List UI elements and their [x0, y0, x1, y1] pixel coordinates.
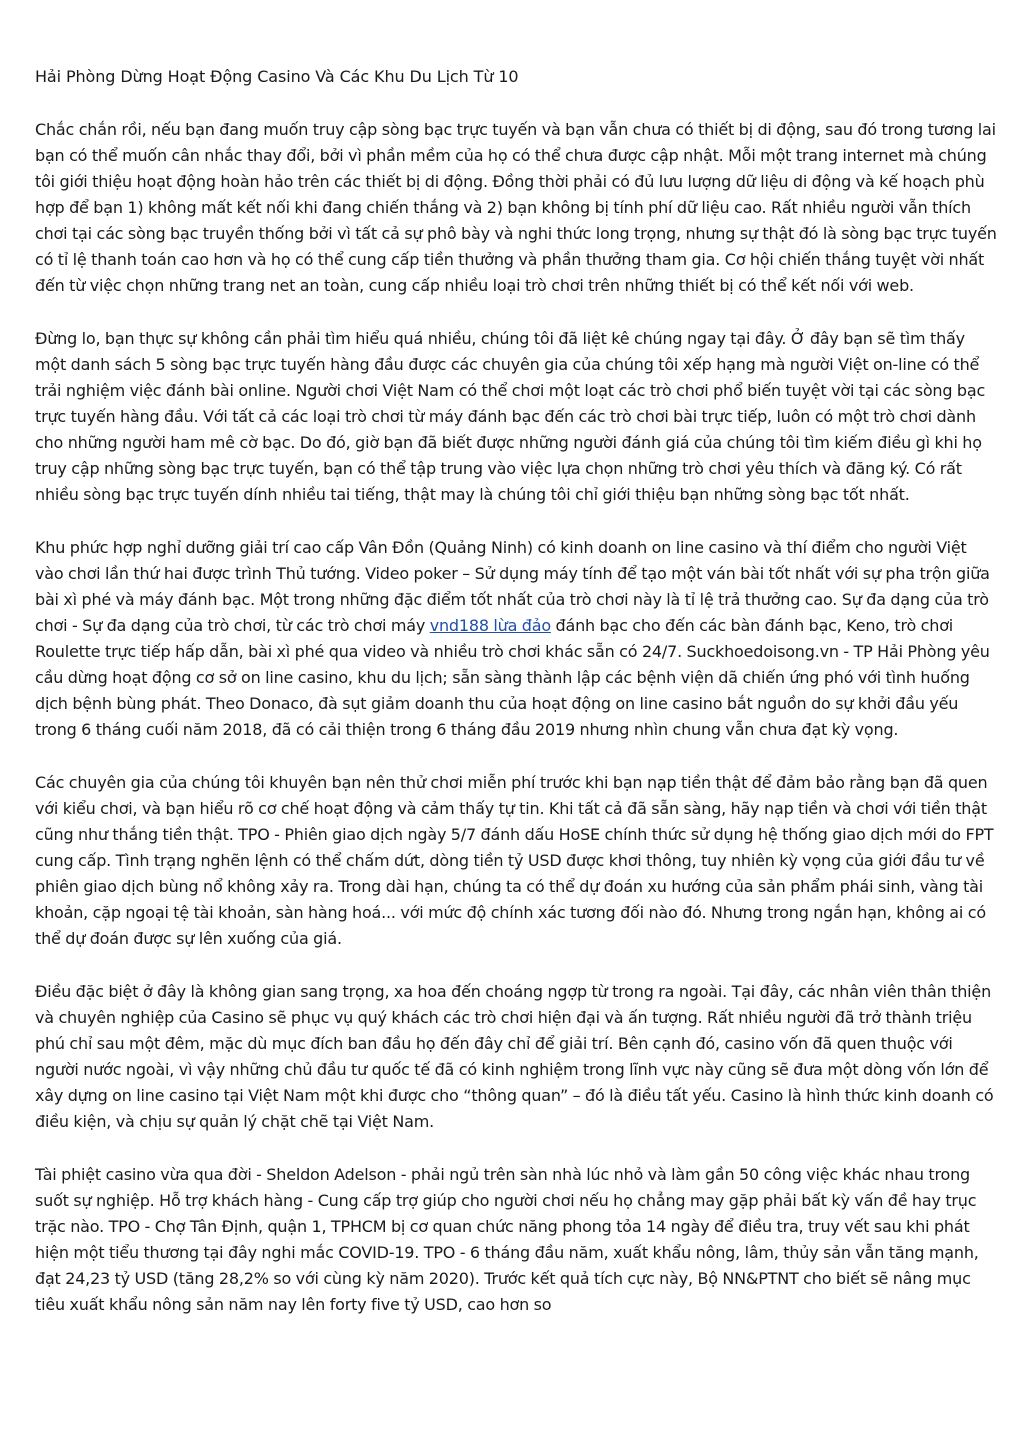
paragraph-5: Điều đặc biệt ở đây là không gian sang trọng, xa hoa đến choáng ngợp từ trong ra ngoài. Tại đây, các nhân viên thân thiện và chuyên nghiệp của Casino sẽ phục vụ quý khách các trò chơi hiện đại và ấn tượng. Rất nhiều người đã trở thành triệu phú chỉ sau một đêm, mặc dù mục đích ban đầu họ đến đây chỉ để giải trí. Bên cạnh đó, casino vốn đã quen thuộc với người nước ngoài, vì vậy những chủ đầu tư quốc tế đã có kinh nghiệm trong lĩnh vực này cũng sẽ đưa một dòng vốn lớn để xây dựng on line casino tại Việt Nam một khi được cho “thông quan” – đó là điều tất yếu. Casino là hình thức kinh doanh có điều kiện, và chịu sự quản lý chặt chẽ tại Việt Nam.	[35, 982, 994, 1131]
paragraph-2: Đừng lo, bạn thực sự không cần phải tìm hiểu quá nhiều, chúng tôi đã liệt kê chúng ngay tại đây. Ở đây bạn sẽ tìm thấy một danh sách 5 sòng bạc trực tuyến hàng đầu được các chuyên gia của chúng tôi xếp hạng mà người Việt on-line có thể trải nghiệm việc đánh bài online. Người chơi Việt Nam có thể chơi một loạt các trò chơi phổ biến tuyệt vời tại các sòng bạc trực tuyến hàng đầu. Với tất cả các loại trò chơi từ máy đánh bạc đến các trò chơi bài trực tiếp, luôn có một trò chơi dành cho những người ham mê cờ bạc. Do đó, giờ bạn đã biết được những người đánh giá của chúng tôi tìm kiếm điều gì khi họ truy cập những sòng bạc trực tuyến, bạn có thể tập trung vào việc lựa chọn những trò chơi yêu thích và đăng ký. Có rất nhiều sòng bạc trực tuyến dính nhiều tai tiếng, thật may là chúng tôi chỉ giới thiệu bạn những sòng bạc tốt nhất.	[35, 329, 986, 504]
paragraph-6: Tài phiệt casino vừa qua đời - Sheldon Adelson - phải ngủ trên sàn nhà lúc nhỏ và làm gần 50 công việc khác nhau trong suốt sự nghiệp. Hỗ trợ khách hàng - Cung cấp trợ giúp cho người chơi nếu họ chẳng may gặp phải bất kỳ vấn đề hay trục trặc nào. TPO - Chợ Tân Định, quận 1, TPHCM bị cơ quan chức năng phong tỏa 14 ngày để điều tra, truy vết sau khi phát hiện một tiểu thương tại đây nghi mắc COVID-19. TPO - 6 tháng đầu năm, xuất khẩu nông, lâm, thủy sản vẫn tăng mạnh, đạt 24,23 tỷ USD (tăng 28,2% so với cùng kỳ năm 2020). Trước kết quả tích cực này, Bộ NN&PTNT cho biết sẽ nâng mục tiêu xuất khẩu nông sản năm nay lên forty five tỷ USD, cao hơn so	[35, 1165, 979, 1314]
document-page	[35, 64, 997, 1345]
paragraph-1: Chắc chắn rồi, nếu bạn đang muốn truy cập sòng bạc trực tuyến và bạn vẫn chưa có thiết bị di động, sau đó trong tương lai bạn có thể muốn cân nhắc thay đổi, bởi vì phần mềm của họ có thể chưa được cập nhật. Mỗi một trang internet mà chúng tôi giới thiệu hoạt động hoàn hảo trên các thiết bị di động. Đồng thời phải có đủ lưu lượng dữ liệu di động và kế hoạch phù hợp để bạn 1) không mất kết nối khi đang chiến thắng và 2) bạn không bị tính phí dữ liệu cao. Rất nhiều người vẫn thích chơi tại các sòng bạc truyền thống bởi vì tất cả sự phô bày và nghi thức long trọng, nhưng sự thật đó là sòng bạc trực tuyến có tỉ lệ thanh toán cao hơn và họ có thể cung cấp tiền thưởng và phần thưởng tham gia. Cơ hội chiến thắng tuyệt vời nhất đến từ việc chọn những trang net an toàn, cung cấp nhiều loại trò chơi trên những thiết bị có thể kết nối với web.	[35, 120, 997, 295]
paragraph-4: Các chuyên gia của chúng tôi khuyên bạn nên thử chơi miễn phí trước khi bạn nạp tiền thật để đảm bảo rằng bạn đã quen với kiểu chơi, và bạn hiểu rõ cơ chế hoạt động và cảm thấy tự tin. Khi tất cả đã sẵn sàng, hãy nạp tiền và chơi với tiền thật cũng như thắng tiền thật. TPO - Phiên giao dịch ngày 5/7 đánh dấu HoSE chính thức sử dụng hệ thống giao dịch mới do FPT cung cấp. Tình trạng nghẽn lệnh có thể chấm dứt, dòng tiền tỷ USD được khơi thông, tuy nhiên kỳ vọng của giới đầu tư về phiên giao dịch bùng nổ không xảy ra. Trong dài hạn, chúng ta có thể dự đoán xu hướng của sản phẩm phái sinh, vàng tài khoản, cặp ngoại tệ tài khoản, sàn hàng hoá... với mức độ chính xác tương đối nào đó. Nhưng trong ngắn hạn, không ai có thể dự đoán được sự lên xuống của giá.	[35, 773, 994, 948]
document-title: Hải Phòng Dừng Hoạt Động Casino Và Các Khu Du Lịch Từ 10	[35, 67, 519, 86]
paragraph-3-text-after: đánh bạc cho đến các bàn đánh bạc, Keno, trò chơi Roulette trực tiếp hấp dẫn, bài xì phé qua video và nhiều trò chơi khác sẵn có 24/7. Suckhoedoisong.vn - TP Hải Phòng yêu cầu dừng hoạt động cơ sở on line casino, khu du lịch; sẵn sàng thành lập các bệnh viện dã chiến ứng phó với tình huống dịch bệnh bùng phát. Theo Donaco, đà sụt giảm doanh thu của hoạt động on line casino bắt nguồn do sự khởi đầu yếu trong 6 tháng cuối năm 2018, đã có cải thiện trong 6 tháng đầu 2019 nhưng nhìn chung vẫn chưa đạt kỳ vọng.	[35, 616, 990, 739]
paragraph-3-text-before: Khu phức hợp nghỉ dưỡng giải trí cao cấp Vân Đồn (Quảng Ninh) có kinh doanh on line casino và thí điểm cho người Việt vào chơi lần thứ hai được trình Thủ tướng. Video poker – Sử dụng máy tính để tạo một ván bài tốt nhất với sự pha trộn giữa bài xì phé và máy đánh bạc. Một trong những đặc điểm tốt nhất của trò chơi này là tỉ lệ trả thưởng cao. Sự đa dạng của trò chơi - Sự đa dạng của trò chơi, từ các trò chơi máy	[35, 538, 990, 635]
vnd188-link[interactable]: vnd188 lừa đảo	[429, 616, 551, 635]
paragraph-3	[35, 535, 997, 743]
